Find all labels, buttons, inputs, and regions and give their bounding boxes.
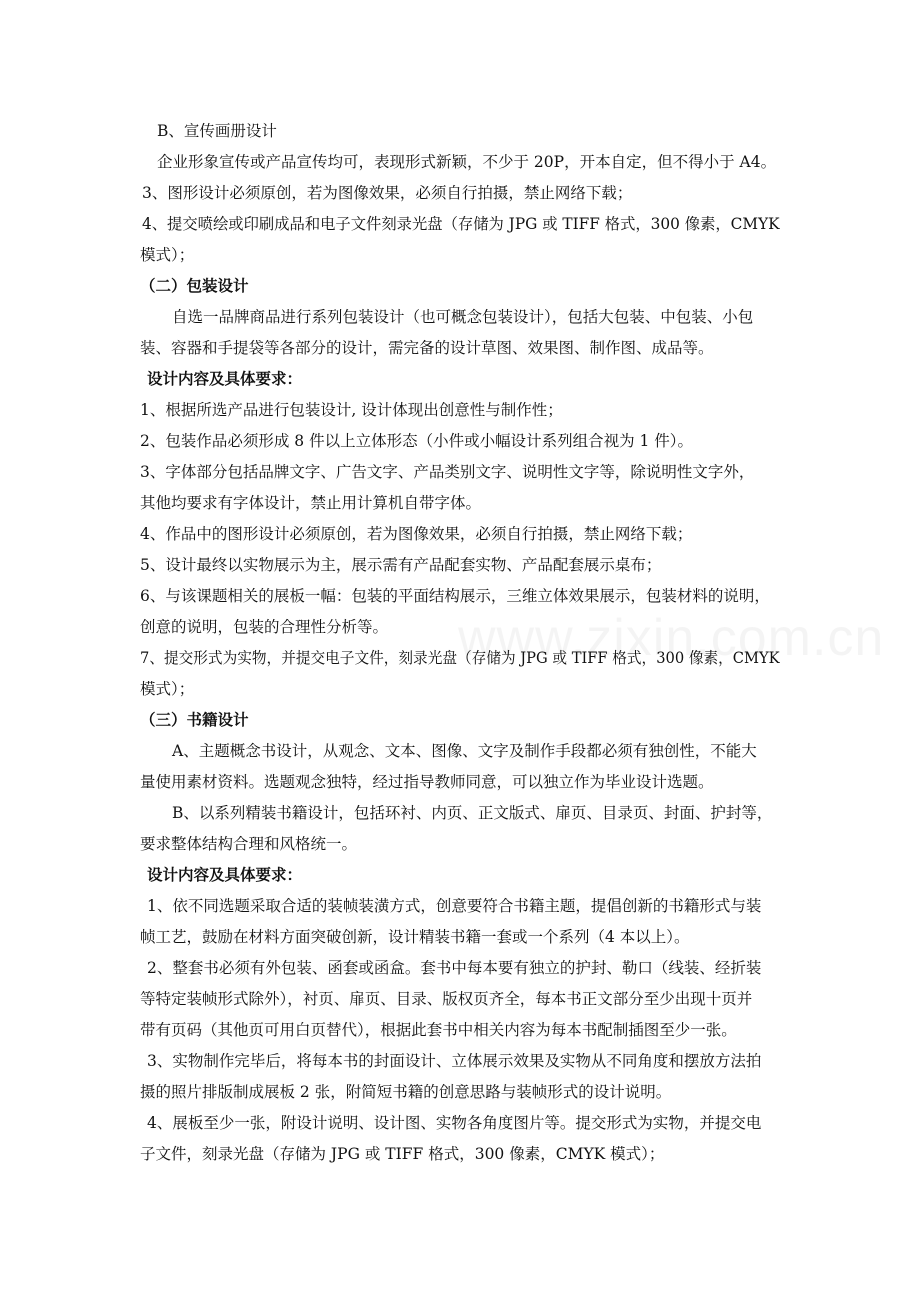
text-line: 量使用素材资料。选题观念独特，经过指导教师同意，可以独立作为毕业设计选题。 — [140, 773, 714, 791]
text-line: 1、根据所选产品进行包装设计, 设计体现出创意性与制作性； — [140, 401, 563, 419]
text-line: 企业形象宣传或产品宣传均可，表现形式新颖，不少于 20P，开本自定，但不得小于 A4。 — [157, 153, 777, 171]
text-line: 模式）； — [140, 246, 195, 264]
text-line: 摄的照片排版制成展板 2 张，附简短书籍的创意思路与装帧形式的设计说明。 — [140, 1083, 672, 1101]
text-line: 3、字体部分包括品牌文字、广告文字、产品类别文字、说明性文字等，除说明性文字外， — [140, 463, 755, 481]
text-line: 子文件，刻录光盘（存储为 JPG 或 TIFF 格式，300 像素，CMYK 模式）； — [140, 1145, 665, 1163]
text-line: 3、实物制作完毕后，将每本书的封面设计、立体展示效果及实物从不同角度和摆放方法拍 — [147, 1052, 762, 1070]
text-line: 3、图形设计必须原创，若为图像效果，必须自行拍摄，禁止网络下载； — [142, 184, 633, 202]
text-line: 7、提交形式为实物，并提交电子文件，刻录光盘（存储为 JPG 或 TIFF 格式，300 像素，CMYK — [140, 649, 780, 667]
text-line: 4、展板至少一张，附设计说明、设计图、实物各角度图片等。提交形式为实物，并提交电 — [147, 1114, 762, 1132]
text-line: 4、作品中的图形设计必须原创，若为图像效果，必须自行拍摄，禁止网络下载； — [140, 525, 693, 543]
text-line: 模式）； — [140, 680, 195, 698]
section-heading: 设计内容及具体要求： — [147, 865, 303, 884]
text-line: B、宣传画册设计 — [157, 122, 277, 140]
text-line: 6、与该课题相关的展板一幅：包装的平面结构展示，三维立体效果展示，包装材料的说明， — [140, 587, 770, 605]
text-line: 帧工艺，鼓励在材料方面突破创新，设计精装书籍一套或一个系列（4 本以上）。 — [140, 928, 690, 946]
text-line: 4、提交喷绘或印刷成品和电子文件刻录光盘（存储为 JPG 或 TIFF 格式，300 像素，CMYK — [142, 215, 780, 233]
text-line: 2、整套书必须有外包装、函套或函盒。套书中每本要有独立的护封、勒口（线装、经折装 — [147, 959, 762, 977]
section-heading: 设计内容及具体要求： — [147, 369, 303, 388]
text-line: A、主题概念书设计，从观念、文本、图像、文字及制作手段都必须有独创性，不能大 — [172, 742, 757, 760]
text-line: 创意的说明，包装的合理性分析等。 — [140, 618, 389, 636]
text-line: 2、包装作品必须形成 8 件以上立体形态（小件或小幅设计系列组合视为 1 件）。 — [140, 432, 694, 450]
text-line: 自选一品牌商品进行系列包装设计（也可概念包装设计），包括大包装、中包装、小包 — [172, 308, 754, 326]
text-line: 装、容器和手提袋等各部分的设计，需完备的设计草图、效果图、制作图、成品等。 — [140, 339, 714, 357]
text-line: 带有页码（其他页可用白页替代），根据此套书中相关内容为每本书配制插图至少一张。 — [140, 1021, 737, 1039]
text-line: 其他均要求有字体设计，禁止用计算机自带字体。 — [140, 494, 482, 512]
section-heading: （三）书籍设计 — [140, 710, 249, 729]
text-line: 1、依不同选题采取合适的装帧装潢方式，创意要符合书籍主题，提倡创新的书籍形式与装 — [147, 897, 762, 915]
text-line: 5、设计最终以实物展示为主，展示需有产品配套实物、产品配套展示桌布； — [140, 556, 662, 574]
text-line: 要求整体结构合理和风格统一。 — [140, 835, 358, 853]
text-line: B、以系列精装书籍设计，包括环衬、内页、正文版式、扉页、目录页、封面、护封等， — [172, 804, 773, 822]
text-line: 等特定装帧形式除外），衬页、扉页、目录、版权页齐全，每本书正文部分至少出现十页并 — [140, 990, 753, 1008]
section-heading: （二）包装设计 — [140, 276, 249, 295]
